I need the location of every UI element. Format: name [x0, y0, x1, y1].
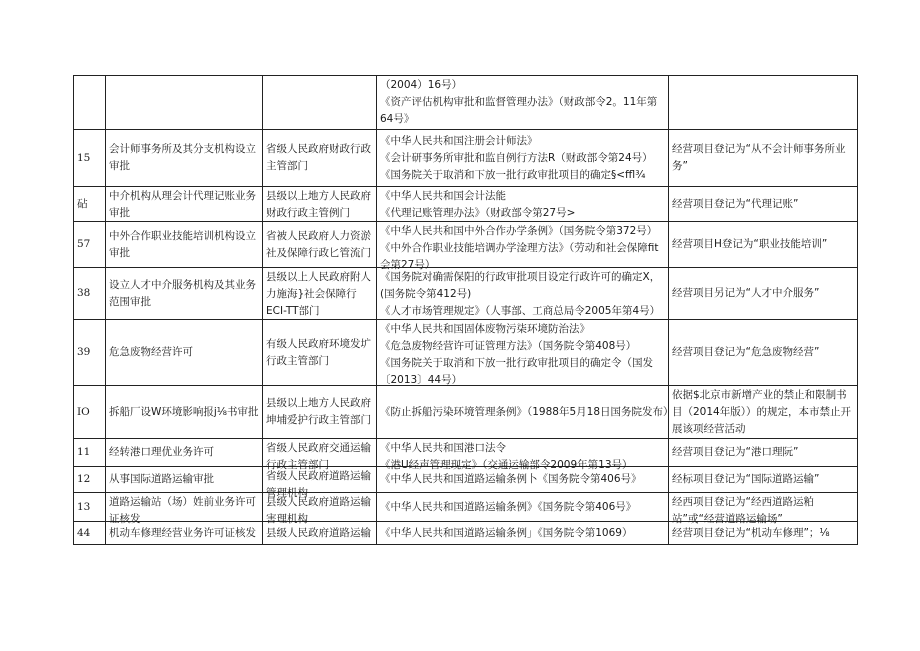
department-cell: [263, 386, 377, 439]
legal-basis-line: 《国务院对确需保阳的行政审批项目设定行政许可的确定X，: [380, 270, 661, 283]
registration-note-cell-text: 经营项目登记为“港口理阮”: [672, 446, 799, 458]
registration-note-cell: [669, 76, 858, 130]
legal-basis-line: 《中华人民共和国港口法令: [380, 441, 506, 454]
department-cell: [263, 130, 377, 187]
row-number-cell: [74, 268, 106, 320]
legal-basis-cell: [377, 76, 669, 130]
legal-basis-cell: [377, 439, 669, 471]
department-cell: [263, 467, 377, 499]
registration-note-cell: [669, 386, 858, 439]
legal-basis-line: 《代理记账管理办法》（财政部令第27号>: [380, 206, 576, 219]
legal-basis-line: 《港U经声管理现定》（交通运输部令2009年第13号）: [380, 458, 633, 471]
legal-basis-line: 〔2013〕44号）: [380, 373, 463, 386]
department-cell-text: 县级人民政府道路运输害理机构: [266, 495, 371, 525]
department-cell-text: 县级以上人民政府附人力施海}社会保障行ECI-TT部门: [266, 270, 371, 317]
legal-basis-lines: [380, 440, 665, 471]
legal-basis-cell: [377, 187, 669, 222]
legal-basis-line: 《危急废物经营许可证管理方法》（国务院令第408号）: [380, 339, 637, 352]
table-row: [74, 222, 858, 268]
legal-basis-line: 《中华人民共和国注册会计师法》: [380, 134, 538, 147]
table-row: [74, 268, 858, 320]
approval-item-cell-text: 从事国际道路运输审批: [109, 473, 214, 485]
legal-basis-line: 《中华人民共和国道路运输条例卜《国务院令第406号》: [380, 473, 642, 485]
legal-basis-lines: [380, 223, 665, 271]
legal-basis-lines: [380, 269, 665, 319]
table-row: [74, 320, 858, 386]
approval-item-cell-text: 设立人才中介服务机构及其业务范围审批: [109, 278, 256, 308]
approval-item-cell-text: 经转港口理优业务许可: [109, 446, 214, 458]
legal-basis-line: 《人才市场管理规定》（人事部、工商总局令2005年第4号）: [380, 304, 661, 317]
registration-note-cell-text: 经标项目登记为“国际道路运输”: [672, 473, 820, 485]
legal-basis-line: 《中外合作职业技能培调办学淦理方法》（劳动和社会保障fit: [380, 241, 659, 254]
department-cell-text: 省被人民政府人力资淤社及保障行政匕管流门: [266, 229, 371, 259]
registration-note-cell-text: 依据$北京市新增产业的禁止和限制书目（2014年版））的规定，本市禁止开展该项经营活动: [672, 388, 851, 435]
registration-note-cell: [669, 320, 858, 386]
approval-item-cell: [106, 320, 263, 386]
legal-basis-line: 《防止拆船污染环境管理条例》（1988年5月18日国务院发布）: [380, 405, 674, 418]
approval-item-cell-text: 道路运输站（场）姓前业务许可证核发: [109, 495, 256, 525]
legal-basis-lines: [380, 133, 665, 184]
row-number-cell-text: 11: [77, 446, 91, 458]
department-cell-text: 县级以上地方人民政府财政行政主管例门: [266, 189, 371, 219]
department-cell: [263, 439, 377, 471]
approval-items-table: [73, 75, 858, 545]
registration-note-cell: [669, 222, 858, 268]
legal-basis-cell: [377, 467, 669, 493]
legal-basis-lines: [380, 77, 665, 128]
registration-note-cell-text: 经营项目另记为“人才中介服务”: [672, 287, 820, 299]
legal-basis-lines: [380, 499, 665, 516]
row-number-cell: [74, 467, 106, 493]
legal-basis-line: 《中华人民共和国中外合作办学条例》（国务院令第372号）: [380, 224, 658, 237]
legal-basis-line: 《国务院关于取消和下放一批行政审批项目的确定令（国发: [380, 356, 653, 369]
legal-basis-cell: [377, 493, 669, 522]
department-cell: [263, 222, 377, 268]
row-number-cell-text: 44: [77, 526, 91, 539]
row-number-cell-text: IO: [77, 405, 90, 418]
row-number-cell: [74, 493, 106, 522]
table-row: [74, 187, 858, 222]
department-cell: [263, 187, 377, 222]
legal-basis-lines: [380, 404, 674, 421]
row-number-cell-text: 38: [77, 287, 91, 299]
approval-item-cell-text: 危急废物经营许可: [109, 346, 193, 358]
registration-note-cell: [669, 268, 858, 320]
department-cell-text: 县级人民政府道路运输: [266, 526, 371, 539]
approval-item-cell-text: 中介机构从理会计代理记账业务审批: [109, 189, 256, 219]
row-number-cell: [74, 522, 106, 545]
legal-basis-cell: [377, 130, 669, 187]
row-number-cell-text: 13: [77, 500, 91, 513]
approval-item-cell: [106, 439, 263, 467]
row-number-cell: [74, 187, 106, 222]
department-cell-text: 县级以上地方人民政府坤埔爱护行政主管部门: [266, 397, 371, 426]
registration-note-cell: [669, 439, 858, 467]
legal-basis-line: 《中华人民共和国会计法能: [380, 189, 506, 202]
legal-basis-line: 64号》: [380, 113, 415, 125]
approval-item-cell: [106, 467, 263, 493]
row-number-cell-text: 砧: [77, 197, 88, 210]
department-cell: [263, 76, 377, 130]
legal-basis-line: 《中华人民共和国道路运输条例」《国务院令第1069）: [380, 526, 633, 539]
row-number-cell: [74, 386, 106, 439]
legal-basis-line: 会第27号）: [380, 258, 436, 271]
row-number-cell: [74, 76, 106, 130]
legal-basis-line: (国务院令第412号): [380, 287, 472, 300]
table-row: [74, 130, 858, 187]
registration-note-cell: [669, 467, 858, 493]
registration-note-cell-text: 经营项目登记为“从不会计师事务所业务”: [672, 143, 846, 172]
approval-item-cell: [106, 222, 263, 268]
legal-basis-lines: [380, 525, 665, 542]
approval-item-cell: [106, 268, 263, 320]
registration-note-cell-text: 经营项目登记为“机动车修理”；⅛: [672, 526, 830, 539]
registration-note-cell: [669, 187, 858, 222]
department-cell-text: 省级人民政府财政行政主管部门: [266, 143, 371, 172]
department-cell: [263, 320, 377, 386]
legal-basis-line: 《国务院关于取消和下放一批行政审批项目的确定§<ffl¾: [380, 168, 646, 181]
department-cell: [263, 493, 377, 525]
table-row: [74, 522, 858, 545]
legal-basis-cell: [377, 320, 669, 386]
table-row: [74, 467, 858, 493]
department-cell-text: 省级人民政府交通运输行政主管部门: [266, 441, 371, 471]
approval-item-cell-text: 拆船厂设W环境影响报j⅛书审批: [109, 405, 259, 418]
department-cell: [263, 268, 377, 320]
registration-note-cell-text: 经西项目登记为“经西道路运粕站”或“经营道路运输场”: [672, 495, 814, 525]
legal-basis-lines: [380, 471, 665, 488]
row-number-cell-text: 57: [77, 238, 91, 250]
registration-note-cell: [669, 522, 858, 545]
department-cell: [263, 522, 377, 545]
legal-basis-lines: [380, 321, 665, 385]
legal-basis-line: 《资产评估机构审批和监督管理办法》（财政部令2。11年第: [380, 96, 658, 108]
registration-note-cell: [669, 493, 858, 525]
legal-basis-cell: [377, 522, 669, 545]
table-row: [74, 386, 858, 439]
legal-basis-line: 《中华人民共和国道路运输条例》《国务院令第406号》: [380, 500, 637, 513]
table-body: [74, 76, 858, 545]
approval-item-cell: [106, 522, 263, 545]
table-row: [74, 439, 858, 467]
row-number-cell: [74, 439, 106, 467]
approval-item-cell: [106, 130, 263, 187]
legal-basis-line: （2004）16号）: [380, 79, 463, 91]
approval-item-cell-text: 中外合作职业技能培训机构设立审批: [109, 229, 256, 259]
registration-note-cell-text: 经营项目H登记为“职业技能培训”: [672, 238, 828, 250]
legal-basis-cell: [377, 268, 669, 320]
table-row: [74, 493, 858, 522]
table-row: [74, 76, 858, 130]
row-number-cell: [74, 130, 106, 187]
approval-item-cell: [106, 386, 263, 439]
legal-basis-line: 《中华人民共和国固体废物污柒环境防治法》: [380, 322, 590, 335]
row-number-cell: [74, 222, 106, 268]
department-cell-text: 有级人民政府环境发圹行政主管部门: [266, 337, 371, 367]
row-number-cell-text: 12: [77, 473, 91, 485]
department-cell-text: 省级人民政府道路运输管理机构: [266, 469, 371, 499]
approval-item-cell: [106, 493, 263, 525]
registration-note-cell-text: 经营项目登记为“危急废物经营”: [672, 346, 820, 358]
row-number-cell-text: 39: [77, 346, 91, 358]
legal-basis-cell: [377, 386, 674, 439]
approval-item-cell-text: 会计师事务所及其分支机构设立审批: [109, 143, 256, 172]
registration-note-cell: [669, 130, 858, 187]
row-number-cell: [74, 320, 106, 386]
legal-basis-lines: [380, 188, 665, 221]
legal-basis-line: 《会计研事务所审批和监自例行方法R（财政部令第24号）: [380, 151, 653, 164]
approval-item-cell: [106, 187, 263, 222]
row-number-cell-text: 15: [77, 151, 91, 164]
registration-note-cell-text: 经营项目登记为“代理记账”: [672, 197, 799, 210]
approval-item-cell-text: 机动车修理经营业务许可证核发: [109, 526, 256, 539]
approval-item-cell: [106, 76, 263, 130]
legal-basis-cell: [377, 222, 669, 271]
